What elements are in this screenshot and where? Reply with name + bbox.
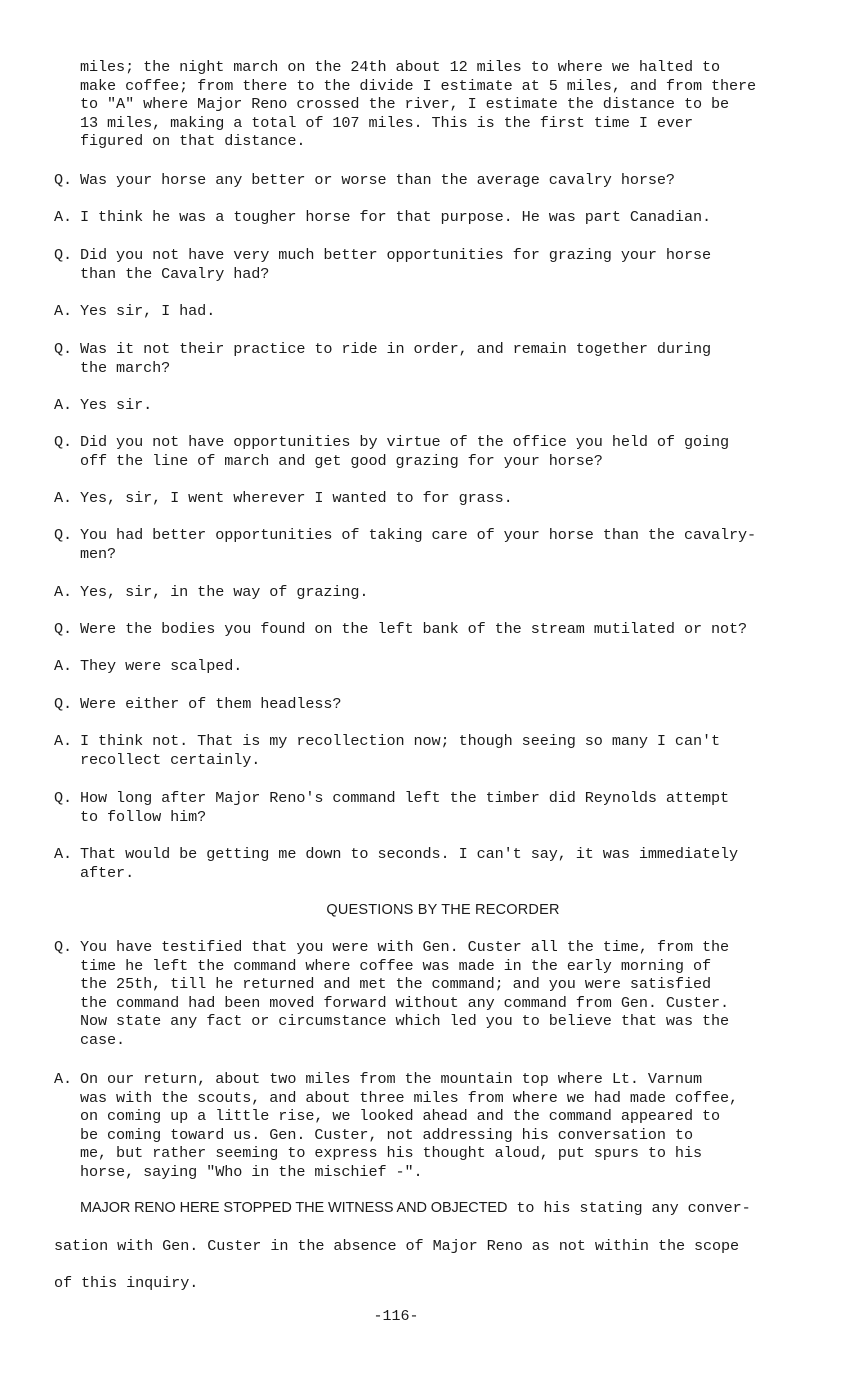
question-headless <box>54 695 794 714</box>
text-line: On our return, about two miles from the mountain top where Lt. Varnum <box>80 1070 702 1088</box>
question-office-opportunities <box>54 433 794 470</box>
question-grazing-opportunities <box>54 246 794 283</box>
text-line: How long after Major Reno's command left the timber did Reynolds attempt <box>80 789 730 807</box>
question-marker: Q. <box>54 620 73 638</box>
answer-horse-care <box>54 583 794 602</box>
text-line: That would be getting me down to seconds. I can't say, it was immediately <box>80 845 739 863</box>
text-line: Were either of them headless? <box>80 695 342 713</box>
question-marker: Q. <box>54 171 73 189</box>
question-ride-in-order <box>54 340 794 377</box>
answer-marker: A. <box>54 583 73 601</box>
text-line: miles; the night march on the 24th about 12 miles to where we halted to <box>80 58 720 76</box>
text-line: Now state any fact or circumstance which led you to believe that was the <box>80 1012 730 1031</box>
text-line: off the line of march and get good grazing for your horse? <box>80 451 603 470</box>
answer-custer-command <box>54 1070 794 1182</box>
page-number: -116- <box>373 1308 419 1325</box>
objection-paragraph <box>54 1199 794 1312</box>
question-bodies-mutilated <box>54 620 794 639</box>
text-line: on coming up a little rise, we looked ahead and the command appeared to <box>80 1107 720 1126</box>
question-marker: Q. <box>54 695 73 713</box>
question-marker: Q. <box>54 340 73 358</box>
text-line: Yes sir. <box>80 396 153 414</box>
answer-bodies-mutilated <box>54 657 794 676</box>
objection-rest: to his stating any conver- <box>507 1199 751 1217</box>
answer-marker: A. <box>54 489 73 507</box>
text-line: case. <box>80 1030 126 1049</box>
text-line: horse, saying "Who in the mischief -". <box>80 1162 423 1181</box>
text-line: Was it not their practice to ride in order, and remain together during <box>80 340 711 358</box>
question-marker: Q. <box>54 938 73 956</box>
text-line: men? <box>80 544 117 563</box>
text-line: me, but rather seeming to express his thought aloud, put spurs to his <box>80 1144 702 1163</box>
question-marker: Q. <box>54 433 73 451</box>
text-line: time he left the command where coffee was made in the early morning of <box>80 956 711 975</box>
text-line: I think not. That is my recollection now; though seeing so many I can't <box>80 732 720 750</box>
text-line: be coming toward us. Gen. Custer, not addressing his conversation to <box>80 1125 693 1144</box>
answer-grazing-opportunities <box>54 302 794 321</box>
text-line <box>54 1199 794 1237</box>
text-line: figured on that distance. <box>80 132 306 151</box>
text-line: You had better opportunities of taking care of your horse than the cavalry- <box>80 526 757 544</box>
answer-marker: A. <box>54 1070 73 1088</box>
question-marker: Q. <box>54 789 73 807</box>
answer-marker: A. <box>54 208 73 226</box>
text-line: was with the scouts, and about three miles from where we had made coffee, <box>80 1088 739 1107</box>
question-marker: Q. <box>54 246 73 264</box>
text-line: Yes, sir, in the way of grazing. <box>80 583 369 601</box>
paragraph-lines <box>80 58 820 151</box>
text-line: to follow him? <box>80 807 207 826</box>
answer-marker: A. <box>54 396 73 414</box>
text-line: Did you not have opportunities by virtue of the office you held of going <box>80 433 730 451</box>
text-line: than the Cavalry had? <box>80 264 270 283</box>
answer-marker: A. <box>54 732 73 750</box>
answer-marker: A. <box>54 657 73 675</box>
text-line: the command had been moved forward without any command from Gen. Custer. <box>80 993 730 1012</box>
objection-caps: MAJOR RENO HERE STOPPED THE WITNESS AND OBJECTED <box>80 1200 508 1216</box>
continuation-paragraph <box>54 58 820 151</box>
answer-marker: A. <box>54 302 73 320</box>
text-line: Was your horse any better or worse than the average cavalry horse? <box>80 171 675 189</box>
text-line: the march? <box>80 358 171 377</box>
text-line: You have testified that you were with Gen. Custer all the time, from the <box>80 938 730 956</box>
text-line: Yes sir, I had. <box>80 302 216 320</box>
answer-office-opportunities <box>54 489 794 508</box>
answer-horse-quality <box>54 208 794 227</box>
question-horse-care <box>54 526 794 563</box>
question-reynolds-follow <box>54 789 794 826</box>
text-line: They were scalped. <box>80 657 243 675</box>
text-line: I think he was a tougher horse for that purpose. He was part Canadian. <box>80 208 711 226</box>
text-line: sation with Gen. Custer in the absence of Major Reno as not within the scope <box>54 1236 740 1255</box>
text-line: the 25th, till he returned and met the command; and you were satisfied <box>80 975 711 994</box>
answer-ride-in-order <box>54 396 794 415</box>
text-line: recollect certainly. <box>80 750 261 769</box>
text-line: Did you not have very much better opportunities for grazing your horse <box>80 246 711 264</box>
text-line: to "A" where Major Reno crossed the river, I estimate the distance to be <box>80 95 730 114</box>
question-marker: Q. <box>54 526 73 544</box>
question-custer-command <box>54 938 794 1050</box>
text-line: Yes, sir, I went wherever I wanted to for grass. <box>80 489 513 507</box>
text-line: after. <box>80 863 135 882</box>
question-horse-quality <box>54 171 794 190</box>
section-heading: QUESTIONS BY THE RECORDER <box>326 902 560 918</box>
text-line: Were the bodies you found on the left bank of the stream mutilated or not? <box>80 620 748 638</box>
answer-reynolds-follow <box>54 845 794 882</box>
answer-headless <box>54 732 794 769</box>
text-line: of this inquiry. <box>54 1274 199 1292</box>
text-line: make coffee; from there to the divide I estimate at 5 miles, and from there <box>80 76 757 95</box>
text-line: 13 miles, making a total of 107 miles. This is the first time I ever <box>80 113 693 132</box>
answer-marker: A. <box>54 845 73 863</box>
